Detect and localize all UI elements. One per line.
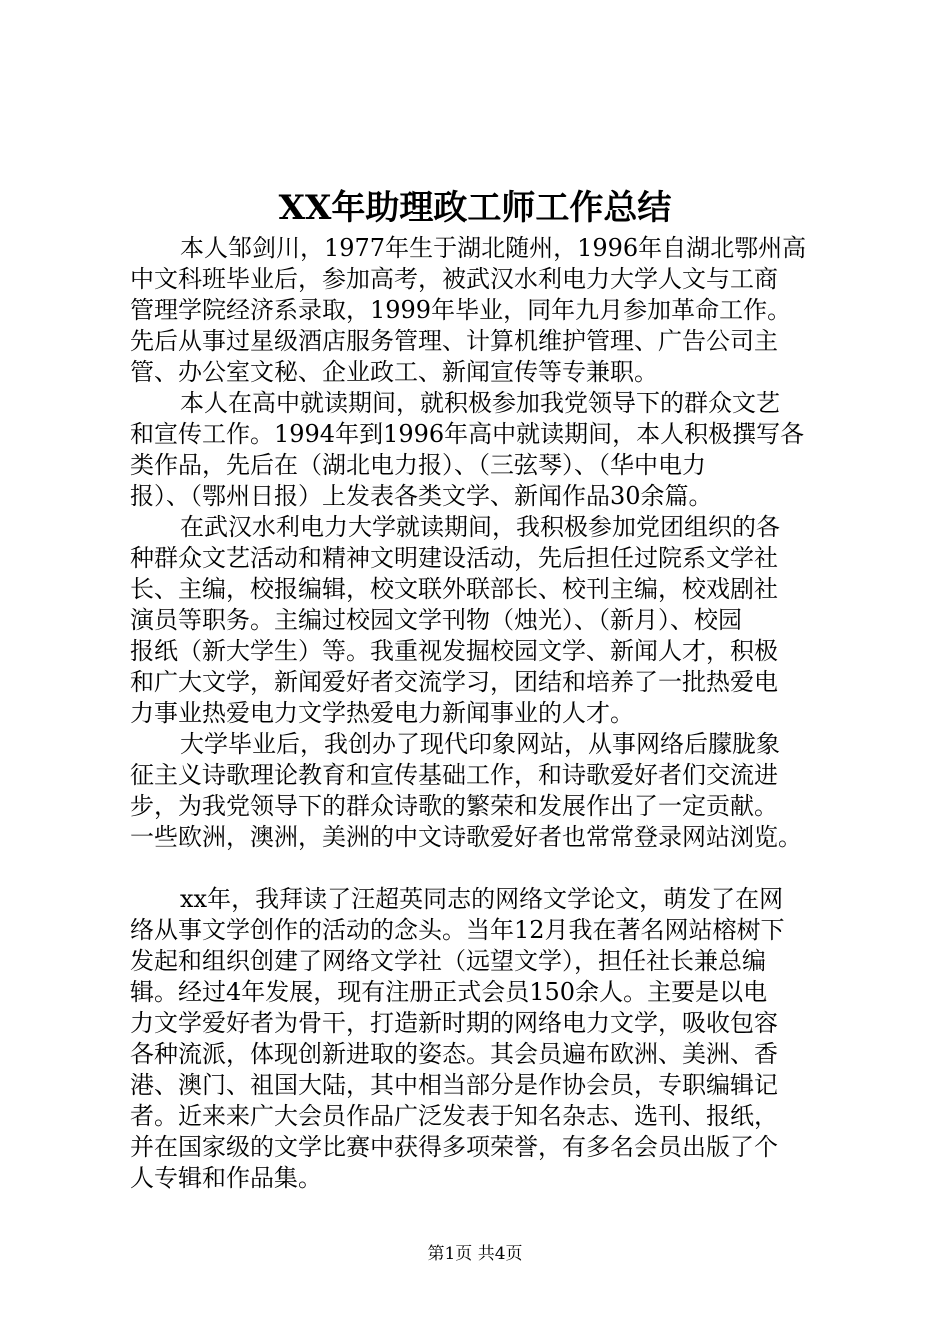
paragraph-line: 和广大文学，新闻爱好者交流学习，团结和培养了一批热爱电	[130, 668, 778, 696]
paragraph-line: 步，为我党领导下的群众诗歌的繁荣和发展作出了一定贡献。	[130, 792, 778, 820]
paragraph-line: 一些欧洲，澳洲，美洲的中文诗歌爱好者也常常登录网站浏览。	[130, 823, 802, 851]
paragraph-line: 络从事文学创作的活动的念头。当年12月我在著名网站榕树下	[130, 916, 785, 944]
paragraph-line: 征主义诗歌理论教育和宣传基础工作，和诗歌爱好者们交流进	[130, 761, 778, 789]
paragraph-line: 长、主编，校报编辑，校文联外联部长、校刊主编，校戏剧社	[130, 575, 778, 603]
document-title: XX年助理政工师工作总结	[278, 188, 672, 228]
paragraph-line: 种群众文艺活动和精神文明建设活动，先后担任过院系文学社	[130, 544, 778, 572]
paragraph	[130, 729, 830, 853]
paragraph-line: 港、澳门、祖国大陆，其中相当部分是作协会员，专职编辑记	[130, 1071, 778, 1099]
paragraph	[130, 233, 830, 388]
paragraph-gap	[130, 853, 830, 884]
paragraph-line: 先后从事过星级酒店服务管理、计算机维护管理、广告公司主	[130, 327, 778, 355]
paragraph-line: 管理学院经济系录取，1999年毕业，同年九月参加革命工作。	[130, 296, 792, 324]
paragraph-line: 并在国家级的文学比赛中获得多项荣誉，有多名会员出版了个	[130, 1133, 778, 1161]
paragraph-line: 本人邹剑川，1977年生于湖北随州，1996年自湖北鄂州高	[180, 234, 807, 262]
paragraph-line: 各种流派，体现创新进取的姿态。其会员遍布欧洲、美洲、香	[130, 1040, 778, 1068]
paragraph-line: 人专辑和作品集。	[130, 1164, 322, 1192]
paragraph-line: 在武汉水利电力大学就读期间，我积极参加党团组织的各	[180, 513, 780, 541]
paragraph-line: 辑。经过4年发展，现有注册正式会员150余人。主要是以电	[130, 978, 768, 1006]
paragraph-line: 管、办公室文秘、企业政工、新闻宣传等专兼职。	[130, 358, 658, 386]
paragraph-line: 中文科班毕业后，参加高考，被武汉水利电力大学人文与工商	[130, 265, 778, 293]
paragraph-line: 力文学爱好者为骨干，打造新时期的网络电力文学，吸收包容	[130, 1009, 778, 1037]
paragraph	[130, 512, 830, 729]
paragraph-line: 发起和组织创建了网络文学社（远望文学），担任社长兼总编	[130, 947, 766, 975]
paragraph-line: 和宣传工作。1994年到1996年高中就读期间，本人积极撰写各	[130, 420, 805, 448]
paragraph-line: 力事业热爱电力文学热爱电力新闻事业的人才。	[130, 699, 634, 727]
paragraph-line: xx年，我拜读了汪超英同志的网络文学论文，萌发了在网	[180, 885, 784, 913]
paragraph-line: 报纸（新大学生）等。我重视发掘校园文学、新闻人才，积极	[130, 637, 778, 665]
paragraph	[130, 884, 830, 1194]
paragraph-line: 类作品，先后在（湖北电力报）、（三弦琴）、（华中电力	[130, 451, 706, 479]
page-footer: 第1页 共4页	[427, 1244, 523, 1264]
document-body	[130, 233, 830, 1194]
paragraph-line: 报）、（鄂州日报）上发表各类文学、新闻作品30余篇。	[130, 482, 713, 510]
paragraph-line: 大学毕业后，我创办了现代印象网站，从事网络后朦胧象	[180, 730, 780, 758]
paragraph-line: 本人在高中就读期间，就积极参加我党领导下的群众文艺	[180, 389, 780, 417]
paragraph	[130, 388, 830, 512]
paragraph-line: 者。近来来广大会员作品广泛发表于知名杂志、选刊、报纸，	[130, 1102, 778, 1130]
paragraph-line: 演员等职务。主编过校园文学刊物（烛光）、（新月）、校园	[130, 606, 742, 634]
